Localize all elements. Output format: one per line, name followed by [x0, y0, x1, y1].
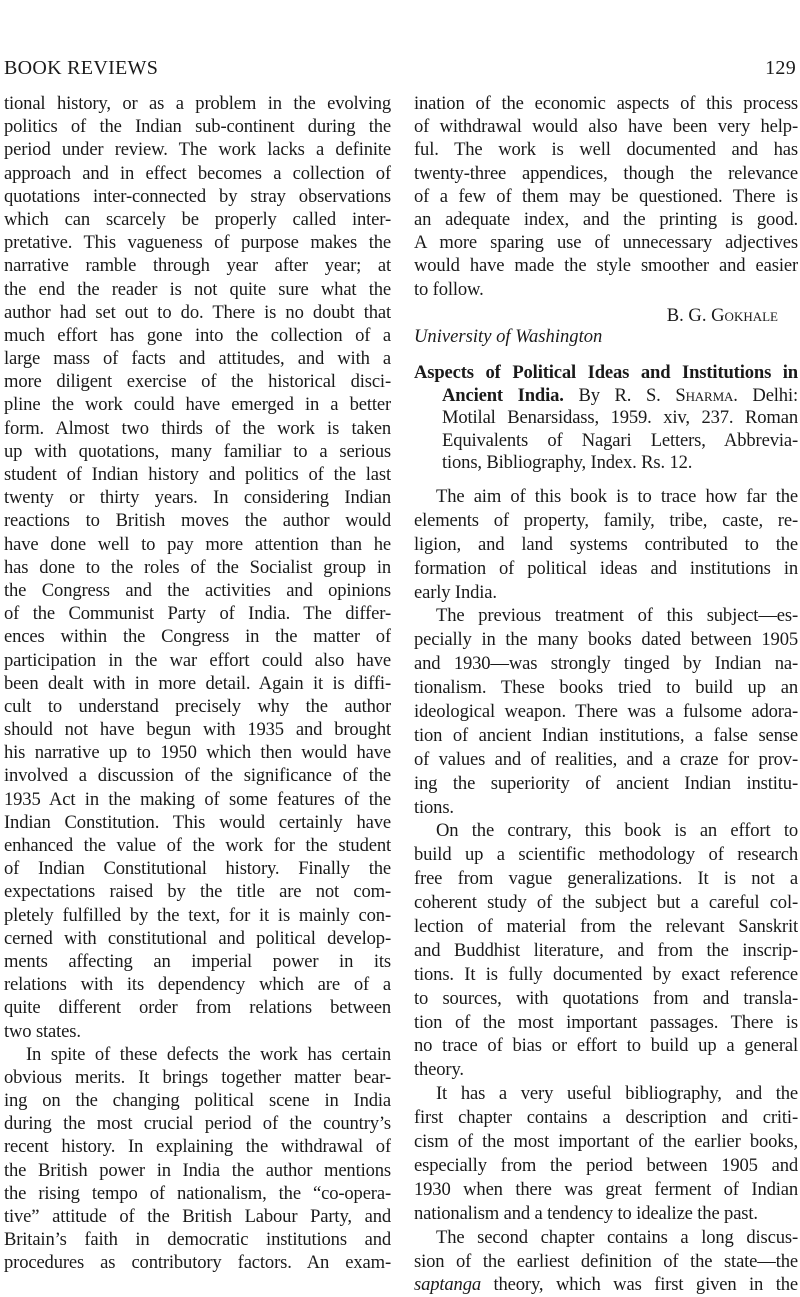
bold-text: Aspects of Political Ideas and Institutions in	[414, 362, 798, 383]
paragraph-first-line: In spite of these defects the work has certain	[26, 1043, 391, 1065]
text-line: Indian Constitution. This would certainly have	[4, 811, 391, 833]
book-citation	[414, 362, 798, 475]
reviewer-affiliation: University of Washington	[414, 326, 603, 347]
text-line: narrative ramble through year after year; at	[4, 255, 391, 277]
text-line: pecially in the many books dated between 1905	[414, 629, 798, 651]
text-line: the Congress and the activities and opinions	[4, 579, 391, 601]
text-line: ments affecting an imperial power in its	[4, 950, 391, 972]
text-line: cult to understand precisely why the author	[4, 695, 391, 717]
text-line: politics of the Indian sub-continent during the	[4, 116, 391, 138]
text-line: reactions to British moves the author would	[4, 510, 391, 532]
text-line: ful. The work is well documented and has	[414, 139, 798, 161]
text-line: of Indian Constitutional history. Finally the	[4, 858, 391, 880]
text-line: have done well to pay more attention than he	[4, 533, 391, 555]
text-line: to follow.	[414, 278, 484, 300]
text-line: especially from the period between 1905 and	[414, 1154, 798, 1176]
text-line: twenty-three appendices, though the relevance	[414, 162, 798, 184]
text-line: ing the superiority of ancient Indian institu-	[414, 772, 798, 794]
text-line: tions. It is fully documented by exact reference	[414, 963, 798, 985]
reviewer-name: B. G. Gokhale	[666, 305, 778, 326]
text-line: approach and in effect becomes a collection of	[4, 162, 391, 184]
text-line: pline the work could have emerged in a better	[4, 394, 391, 416]
text-line: of withdrawal would also have been very help-	[414, 116, 798, 138]
text-line: author had set out to do. There is no doubt that	[4, 301, 391, 323]
text-line: and 1930—was strongly tinged by Indian na-	[414, 653, 798, 675]
text-line: obvious merits. It brings together matter bear-	[4, 1066, 391, 1088]
text-line: build up a scientific methodology of research	[414, 844, 798, 866]
text-segment: Motilal Benarsidass, 1959. xiv, 237. Roman	[442, 407, 798, 428]
text-line: expectations raised by the title are not com-	[4, 881, 391, 903]
text-line: his narrative up to 1950 which then would have	[4, 742, 391, 764]
text-line: during the most crucial period of the country’s	[4, 1113, 391, 1135]
text-line: should not have begun with 1935 and brought	[4, 719, 391, 741]
text-line: free from vague generalizations. It is not a	[414, 868, 798, 890]
text-line: to sources, with quotations from and transla-	[414, 987, 798, 1009]
text-line: has done to the roles of the Socialist group in	[4, 556, 391, 578]
running-header-section: BOOK REVIEWS	[4, 57, 159, 79]
text-line: an adequate index, and the printing is good.	[414, 208, 798, 230]
citation-line	[414, 385, 798, 408]
text-line: enhanced the value of the work for the student	[4, 835, 391, 856]
text-line: tions.	[414, 796, 454, 818]
bold-text: Ancient India.	[442, 384, 564, 406]
book-title-line	[414, 362, 798, 385]
text-line: ination of the economic aspects of this process	[414, 93, 798, 114]
citation-line	[414, 452, 798, 475]
text-line: tionalism. These books tried to build up an	[414, 677, 798, 699]
text-line: recent history. In explaining the withdrawal of	[4, 1136, 391, 1158]
text-line: would have made the style smoother and easier	[414, 255, 798, 277]
paragraph-first-line: tional history, or as a problem in the evolving	[4, 93, 391, 114]
text-segment: Equivalents of Nagari Letters, Abbrevia-	[442, 429, 798, 451]
text-line: quotations inter-connected by stray observations	[4, 185, 391, 207]
citation-line	[414, 407, 798, 430]
paragraph-first-line: It has a very useful bibliography, and the	[436, 1083, 798, 1105]
text-line: the end the reader is not quite sure what the	[4, 278, 391, 300]
paragraph-first-line: The second chapter contains a long discus-	[436, 1226, 798, 1248]
text-line: two states.	[4, 1020, 81, 1042]
text-line: ideological weapon. There was a fulsome adora-	[414, 701, 798, 723]
paragraph-first-line: On the contrary, this book is an effort to	[436, 820, 798, 842]
text-line: large mass of facts and attitudes, and with a	[4, 348, 391, 370]
text-line: cism of the most important of the earlier books,	[414, 1131, 798, 1153]
text-line: 1935 Act in the making of some features of the	[4, 788, 391, 810]
text-line: relations with its dependency which are of a	[4, 974, 391, 996]
text-line: lection of material from the relevant Sanskrit	[414, 916, 798, 938]
text-line: which can scarcely be properly called inter-	[4, 208, 391, 230]
text-line: Britain’s faith in democratic institutions and	[4, 1229, 391, 1251]
text-line: quite different order from relations between	[4, 997, 391, 1019]
text-line: theory.	[414, 1059, 464, 1081]
text-line: 1930 when there was great ferment of Indian	[414, 1178, 798, 1200]
text-line: student of Indian history and politics of the last	[4, 464, 391, 485]
text-line: sion of the earliest definition of the state—the	[414, 1250, 798, 1272]
text-line: A more sparing use of unnecessary adjectives	[414, 232, 798, 254]
text-line: cerned with constitutional and political develop-	[4, 927, 391, 949]
text-line: the British power in India the author mentions	[4, 1159, 391, 1181]
text-line: been dealt with in more detail. Again it is diffi-	[4, 672, 391, 694]
text-line: involved a discussion of the significance of the	[4, 765, 391, 787]
left-column	[4, 92, 391, 1275]
text-line: tion of ancient Indian institutions, a false sense	[414, 724, 798, 746]
text-line: the rising tempo of nationalism, the “co-opera-	[4, 1182, 391, 1204]
review-conclusion	[414, 92, 798, 301]
text-segment: tions, Bibliography, Index. Rs. 12.	[442, 452, 693, 473]
text-line: first chapter contains a description and criti-	[414, 1107, 798, 1129]
text-line: no trace of bias or effort to build up a general	[414, 1035, 798, 1057]
page-number: 129	[765, 57, 796, 79]
text-line: early India.	[414, 581, 497, 603]
text-line: ences within the Congress in the matter of	[4, 626, 391, 648]
text-line: ing on the changing political scene in India	[4, 1090, 391, 1112]
text-line: coherent study of the subject but a careful col-	[414, 892, 798, 914]
text-line: tion of the most important passages. There is	[414, 1011, 798, 1033]
text-line: pletely fulfilled by the text, for it is mainly con-	[4, 904, 391, 926]
text-line: period under review. The work lacks a definite	[4, 139, 391, 161]
text-line: and Buddhist literature, and from the inscrip-	[414, 939, 798, 961]
text-line: of a few of them may be questioned. There is	[414, 185, 798, 207]
text-line: procedures as contributory factors. An exam-	[4, 1252, 391, 1274]
text-line: form. Almost two thirds of the work is taken	[4, 417, 391, 439]
review-body	[414, 485, 798, 1297]
text-line: nationalism and a tendency to idealize the past.	[414, 1202, 758, 1224]
text-line: ligion, and land systems contributed to the	[414, 533, 798, 555]
text-line: formation of political ideas and institutions in	[414, 557, 798, 579]
text-segment: . Delhi:	[733, 384, 798, 406]
text-line: much effort has gone into the collection of a	[4, 324, 391, 346]
smallcaps-text: Sharma	[675, 384, 734, 406]
citation-line	[414, 430, 798, 453]
italic-text: saptanga	[414, 1274, 481, 1296]
text-line: more diligent exercise of the historical disci-	[4, 371, 391, 393]
paragraph-first-line: The previous treatment of this subject—es-	[436, 605, 798, 627]
text-segment: By R. S.	[563, 384, 676, 406]
text-line: tive” attitude of the British Labour Party, and	[4, 1206, 391, 1227]
text-line: pretative. This vagueness of purpose makes the	[4, 232, 391, 254]
paragraph-first-line: The aim of this book is to trace how far the	[436, 486, 798, 507]
text-line: participation in the war effort could also have	[4, 649, 391, 671]
text-line: of values and of realities, and a craze for prov-	[414, 748, 798, 770]
text-line: twenty or thirty years. In considering Indian	[4, 487, 391, 509]
text-line: of the Communist Party of India. The differ-	[4, 603, 391, 625]
text-segment: theory, which was first given in the	[480, 1274, 798, 1296]
text-line: up with quotations, many familiar to a serious	[4, 440, 391, 462]
text-line: elements of property, family, tribe, caste, re-	[414, 509, 798, 531]
